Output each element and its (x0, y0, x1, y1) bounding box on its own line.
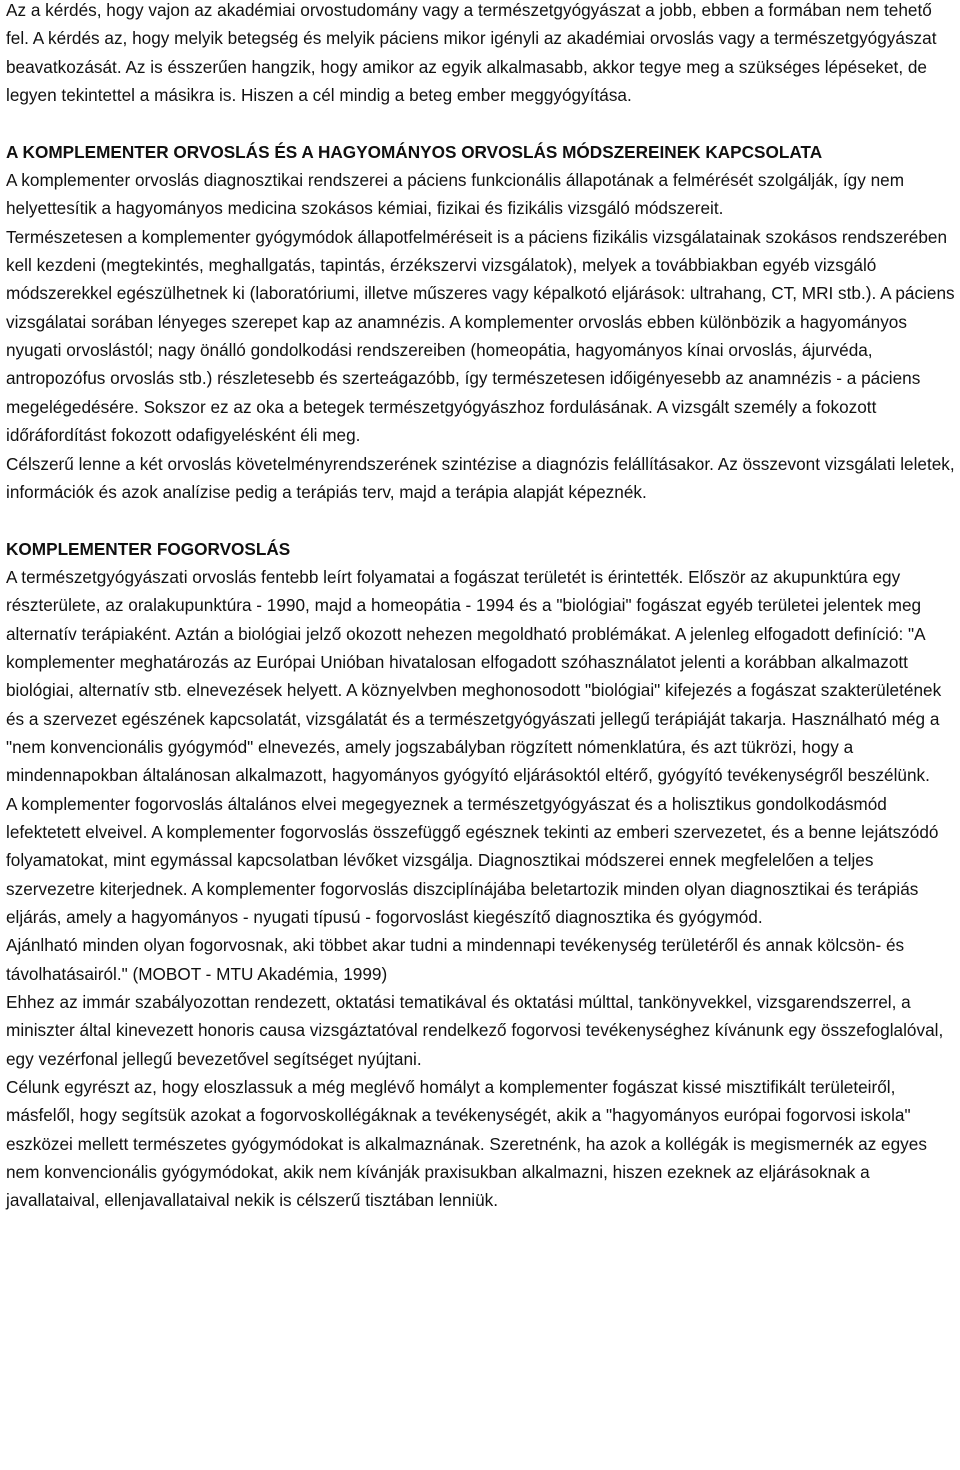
section1-paragraph: Célszerű lenne a két orvoslás követelményrendszerének szintézise a diagnózis felállításakor. Az összevont vizsgálati leletek, információk és azok analízise pedig a terápiás terv, majd a terápia alapját képeznék. (6, 453, 955, 502)
intro-paragraph: Az a kérdés, hogy vajon az akadémiai orvostudomány vagy a természetgyógyászat a jobb, ebben a formában nem tehető fel. A kérdés az, hogy melyik betegség és melyik páciens mikor igényli az akadémiai orvoslás vagy a természetgyógyászat beavatkozását. Az is ésszerűen hangzik, hogy amikor az egyik alkalmasabb, akkor tegye meg a szükséges lépéseket, de legyen tekintettel a másikra is. Hiszen a cél mindig a beteg ember meggyógyítása. (6, 0, 937, 106)
section2-paragraph: Ehhez az immár szabályozottan rendezett, oktatási tematikával és oktatási múlttal, tankönyvekkel, vizsgarendszerrel, a miniszter által kinevezett honoris causa vizsgáztatóval rendelkező fogorvosi tevékenységhez kívánunk egy összefoglalóval, egy vezérfonal jellegű bevezetővel segítséget nyújtani. (6, 992, 944, 1069)
section1-paragraph: A komplementer orvoslás diagnosztikai rendszerei a páciens funkcionális állapotának a felmérését szolgálják, így nem helyettesítik a hagyományos medicina szokásos kémiai, fizikai és fizikális vizsgáló módszereit. (6, 170, 905, 219)
section2-paragraph: Ajánlható minden olyan fogorvosnak, aki többet akar tudni a mindennapi tevékenység területéről és annak kölcsön- és távolhatásairól." (MOBOT - MTU Akadémia, 1999) (6, 935, 905, 984)
section1-paragraph: Természetesen a komplementer gyógymódok állapotfelméréseit is a páciens fizikális vizsgálatainak szokásos rendszerében kell kezdeni (megtekintés, meghallgatás, tapintás, érzékszervi vizsgálatok), melyek a továbbiakban egyéb vizsgáló módszerekkel egészülhetnek ki (laboratóriumi, illetve műszeres vagy képalkotó eljárások: ultrahang, CT, MRI stb.). A páciens vizsgálatai sorában lényeges szerepet kap az anamnézis. A komplementer orvoslás ebben különbözik a hagyományos nyugati orvoslástól; nagy önálló gondolkodási rendszereiben (homeopátia, hagyományos kínai orvoslás, ájurvéda, antropozófus orvoslás stb.) részletesebb és szerteágazóbb, így természetesen időigényesebb az anamnézis - a páciens megelégedésére. Sokszor ez az oka a betegek természetgyógyászhoz fordulásának. A vizsgált személy a fokozott időráfordítást fokozott odafigyelésként éli meg. (6, 226, 955, 446)
section-heading-complementary-traditional: A KOMPLEMENTER ORVOSLÁS ÉS A HAGYOMÁNYOS ORVOSLÁS MÓDSZEREINEK KAPCSOLATA (6, 141, 823, 162)
document-page (6, 0, 958, 1215)
section2-paragraph: A komplementer fogorvoslás általános elvei megegyeznek a természetgyógyászat és a holisztikus gondolkodásmód lefektetett elveivel. A komplementer fogorvoslás összefüggő egésznek tekinti az emberi szervezetet, és a benne lejátszódó folyamatokat, mint egymással kapcsolatban lévőket vizsgálja. Diagnosztikai módszerei ennek megfelelően a teljes szervezetre kiterjednek. A komplementer fogorvoslás diszciplínájába beletartozik minden olyan diagnosztikai és terápiás eljárás, amely a hagyományos - nyugati típusú - fogorvoslást kiegészítő diagnosztika és gyógymód. (6, 793, 939, 927)
paragraph-gap (6, 506, 958, 534)
section2-paragraph: Célunk egyrészt az, hogy eloszlassuk a még meglévő homályt a komplementer fogászat kissé misztifikált területeiről, másfelől, hogy segítsük azokat a fogorvoskollégáknak a tevékenységét, akik a "hagyományos európai fogorvosi iskola" eszközei mellett természetes gyógymódokat is alkalmaznának. Szeretnénk, ha azok a kollégák is megismernék az egyes nem konvencionális gyógymódokat, akik nem kívánják praxisukban alkalmazni, hiszen ezeknek az eljárásoknak a javallataival, ellenjavallataival nekik is célszerű tisztában lenniük. (6, 1077, 927, 1211)
paragraph-gap (6, 109, 958, 137)
section-heading-complementary-dentistry: KOMPLEMENTER FOGORVOSLÁS (6, 538, 291, 559)
section2-paragraph: A természetgyógyászati orvoslás fentebb leírt folyamatai a fogászat területét is érintették. Először az akupunktúra egy részterülete, az oralakupunktúra - 1990, majd a homeopátia - 1994 és a "biológiai" fogászat egyéb területei jelentek meg alternatív terápiaként. Aztán a biológiai jelző okozott nehezen megoldható problémákat. A jelenleg elfogadott definíció: "A komplementer meghatározás az Európai Unióban hivatalosan elfogadott szóhasználatot jelenti a korábban alkalmazott biológiai, alternatív stb. elnevezések helyett. A köznyelvben meghonosodott "biológiai" kifejezés a fogászat szakterületének és a szervezet egészének kapcsolatát, vizsgálatát és a természetgyógyászati jellegű terápiáját takarja. Használható még a "nem konvencionális gyógymód" elnevezés, amely jogszabályban rögzített nómenklatúra, és azt tükrözi, hogy a mindennapokban általánosan alkalmazott, hagyományos gyógyító eljárásoktól eltérő, gyógyító tevékenységről beszélünk. (6, 566, 942, 786)
